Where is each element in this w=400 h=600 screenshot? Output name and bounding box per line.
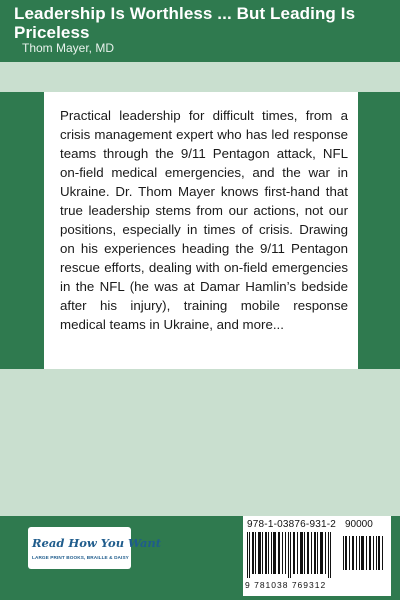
light-band-bottom bbox=[0, 369, 400, 516]
barcode-digits: 9 781038 769312 bbox=[245, 580, 327, 590]
publisher-logo-name: Read How You Want bbox=[32, 536, 162, 550]
isbn-label: 978-1-03876-931-2 bbox=[247, 519, 337, 530]
barcode-addon-number: 90000 bbox=[345, 519, 373, 530]
description-text: Practical leadership for difficult times, from a crisis management expert who has led response teams through the 9/11 Pentagon attack, NFL on-field medical emergencies, and the war in Ukraine. Dr. Thom Mayer knows first-hand that true leadership stems from our actions, not our positions, especially in times of crisis. Drawing on his experiences heading the 9/11 Pentagon rescue efforts, dealing with on-field emergencies in the NFL (he was at Damar Hamlin’s bedside after his injury), training mobile response medical teams in Ukraine, and more... bbox=[60, 108, 348, 332]
publisher-logo-tagline: LARGE PRINT BOOKS, BRAILLE & DAISY bbox=[32, 555, 129, 560]
barcode-icon bbox=[247, 532, 332, 578]
book-author: Thom Mayer, MD bbox=[22, 41, 115, 55]
book-title: Leadership Is Worthless ... But Leading Is Priceless bbox=[14, 4, 356, 42]
barcode-addon-icon bbox=[343, 532, 385, 570]
light-band-top bbox=[0, 62, 400, 92]
